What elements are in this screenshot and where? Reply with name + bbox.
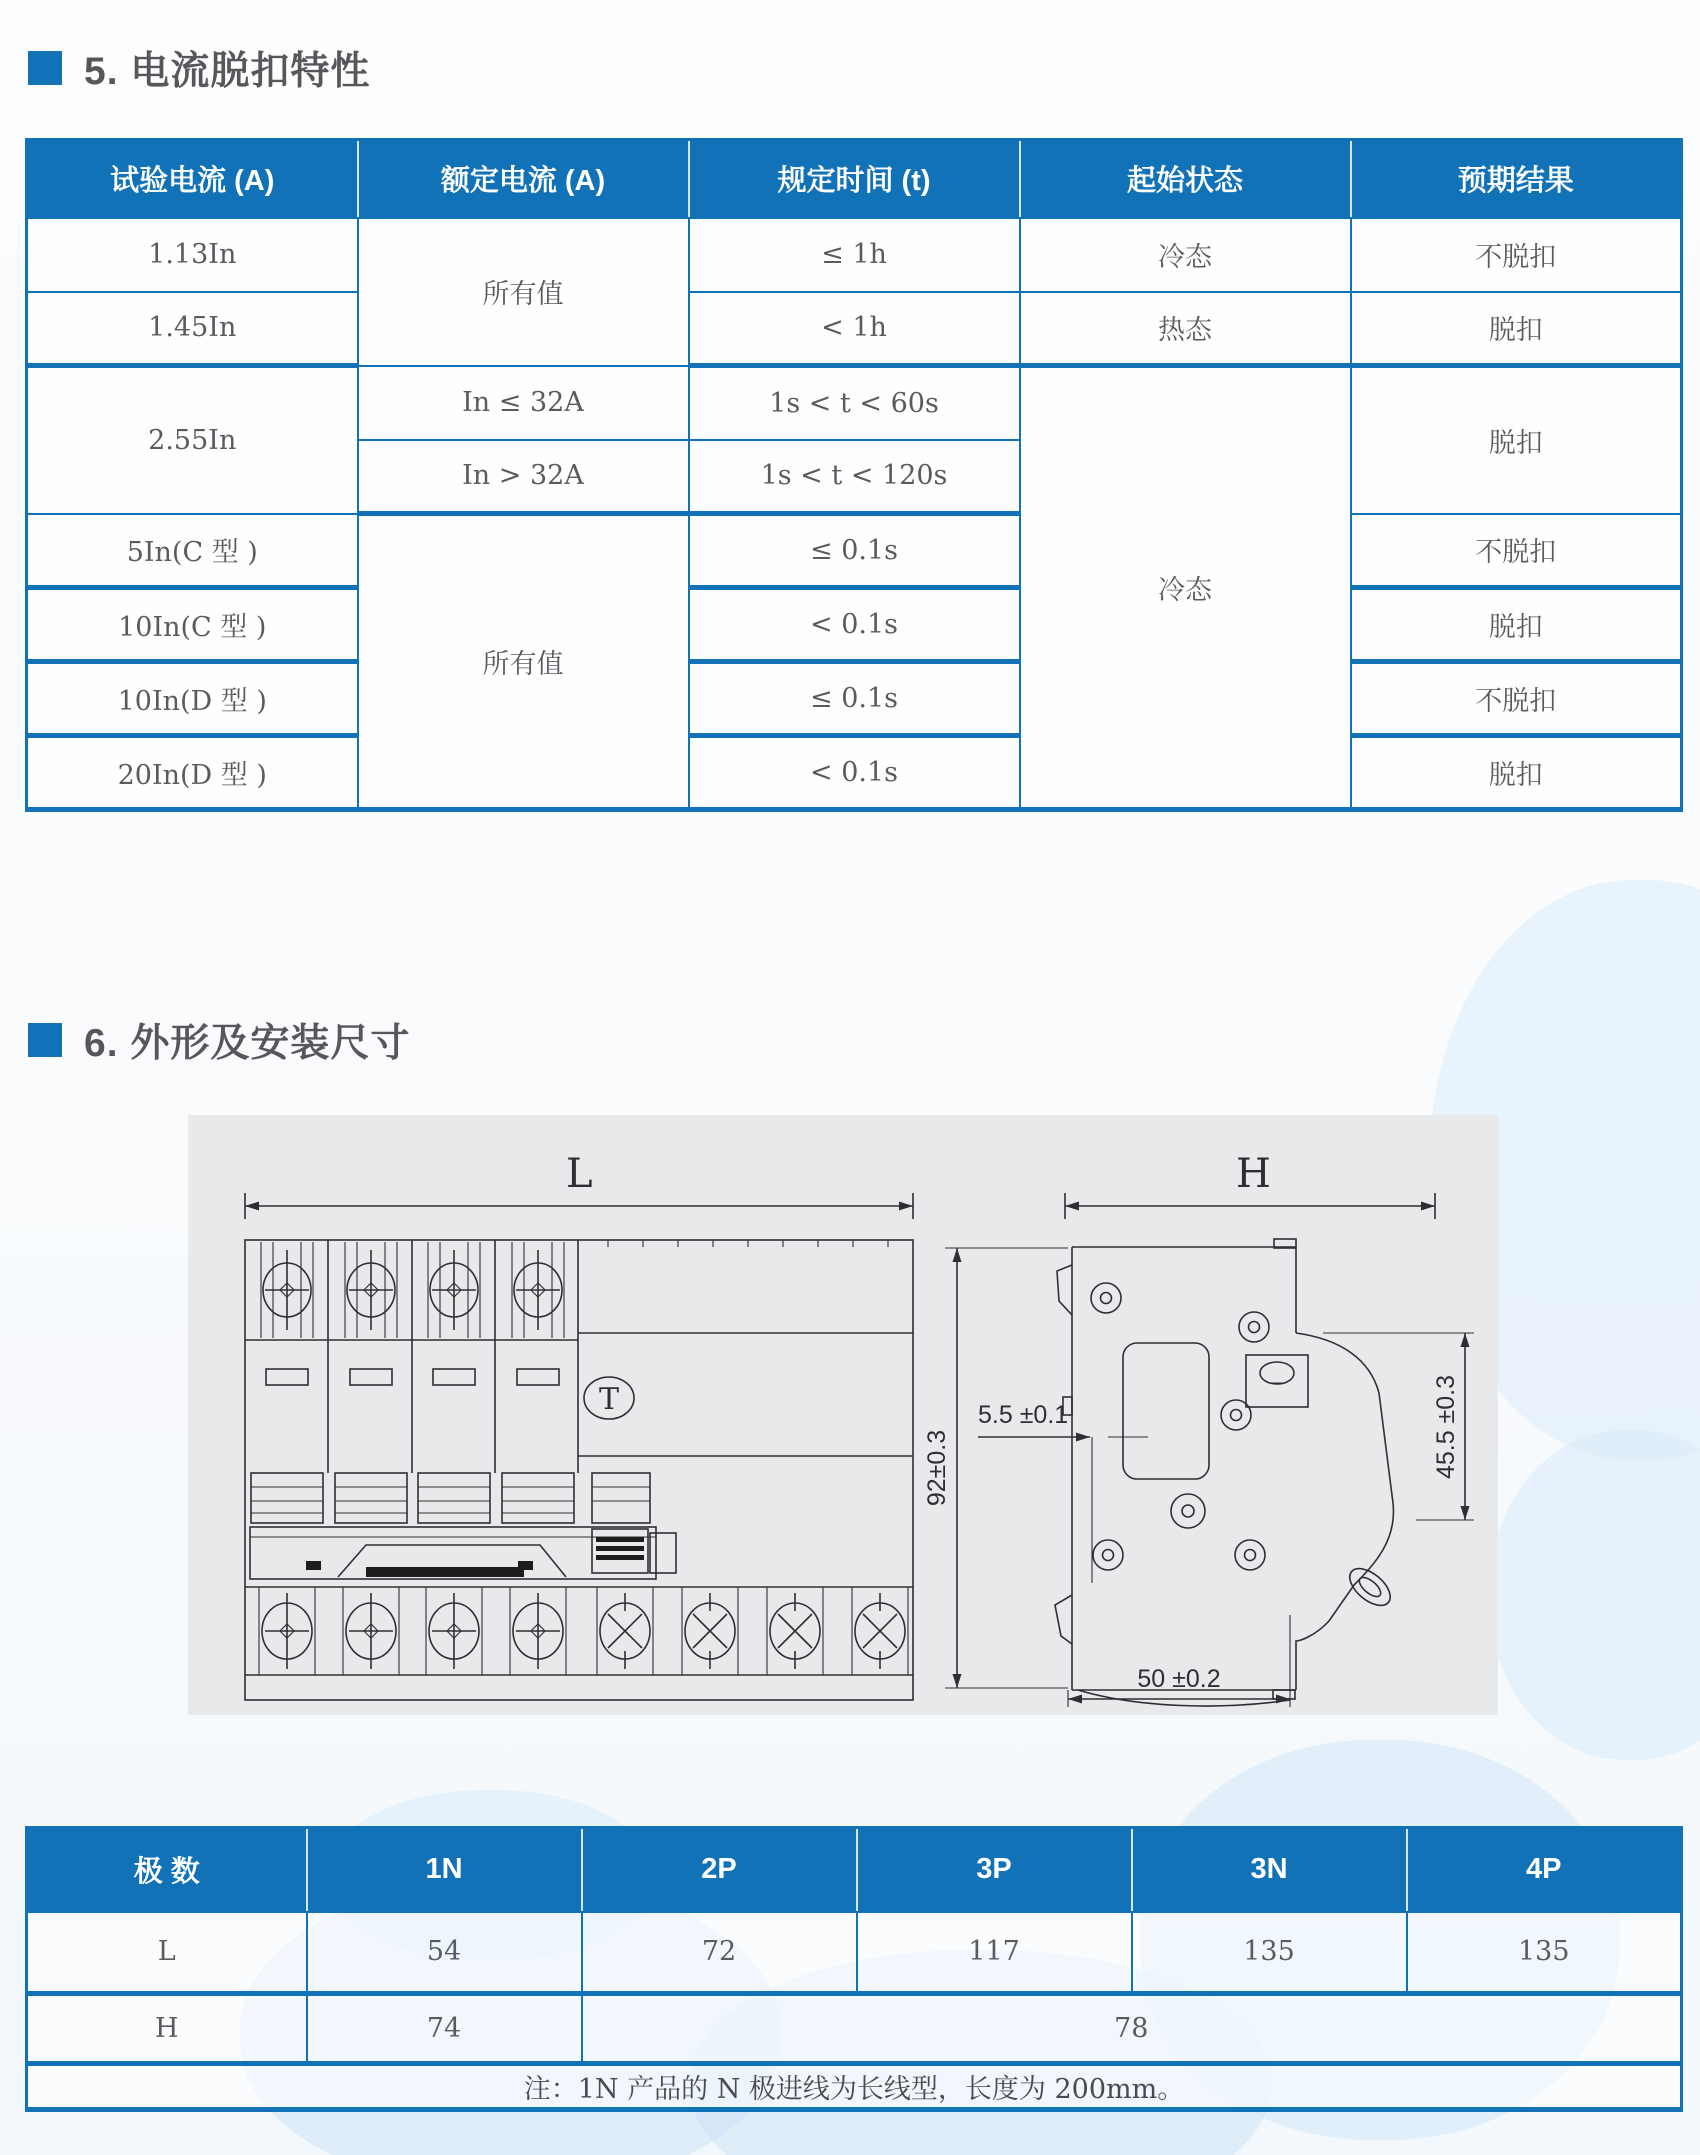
table-cell: ≤ 1h — [689, 218, 1020, 292]
dim-label-45.5: 45.5 ±0.3 — [1432, 1374, 1460, 1480]
table-cell: 1s < t < 60s — [689, 366, 1020, 440]
table-cell: 所有值 — [358, 514, 689, 810]
section6-heading — [28, 1012, 410, 1068]
pole-dimension-table — [25, 1826, 1683, 2112]
table-cell: H — [27, 1994, 307, 2064]
table-cell: 脱扣 — [1351, 736, 1682, 810]
blue-square-bullet-icon — [28, 51, 62, 85]
section6-title: 6. 外形及安装尺寸 — [84, 1022, 411, 1065]
dim-label-5.5: 5.5 ±0.1 — [978, 1401, 1069, 1429]
mid-terminal-blocks — [251, 1473, 650, 1523]
toggle-handle-assembly — [250, 1527, 676, 1579]
dim-label-H: H — [1236, 1151, 1271, 1197]
table-cell: 脱扣 — [1351, 292, 1682, 366]
column-header: 预期结果 — [1351, 140, 1682, 218]
svg-text:T: T — [598, 1382, 620, 1417]
rivet-holes — [1091, 1283, 1269, 1570]
table-cell: < 0.1s — [689, 588, 1020, 662]
table-cell: < 0.1s — [689, 736, 1020, 810]
table-cell: < 1h — [689, 292, 1020, 366]
column-header: 3N — [1132, 1828, 1407, 1912]
table-cell: 10In(D 型 ) — [27, 662, 358, 736]
section5-title: 5. 电流脱扣特性 — [84, 50, 371, 93]
table-note: 注：1N 产品的 N 极进线为长线型，长度为 200mm。 — [27, 2064, 1682, 2110]
table-cell: 1.13In — [27, 218, 358, 292]
dim-label-L: L — [566, 1151, 593, 1197]
column-header: 规定时间 (t) — [689, 140, 1020, 218]
column-header: 额定电流 (A) — [358, 140, 689, 218]
table-cell: 冷态 — [1020, 366, 1351, 810]
table-cell: 不脱扣 — [1351, 514, 1682, 588]
table-cell: 脱扣 — [1351, 366, 1682, 514]
column-header: 极 数 — [27, 1828, 307, 1912]
top-edge-ticks — [608, 1240, 888, 1247]
table-cell: 10In(C 型 ) — [27, 588, 358, 662]
column-header: 4P — [1407, 1828, 1682, 1912]
trip-characteristics-table — [25, 138, 1683, 812]
table-cell: 135 — [1407, 1912, 1682, 1994]
table-cell: 5In(C 型 ) — [27, 514, 358, 588]
front-view-drawing — [245, 1151, 913, 1700]
dim-label-92: 92±0.3 — [923, 1429, 951, 1507]
table-cell: 135 — [1132, 1912, 1407, 1994]
column-header: 2P — [582, 1828, 857, 1912]
table-cell: 2.55In — [27, 366, 358, 514]
column-header: 试验电流 (A) — [27, 140, 358, 218]
test-button-T-mark — [584, 1377, 634, 1419]
table-cell: In ≤ 32A — [358, 366, 689, 440]
table-cell: In > 32A — [358, 440, 689, 514]
table-cell: 74 — [307, 1994, 582, 2064]
table-cell: 72 — [582, 1912, 857, 1994]
blue-square-bullet-icon — [28, 1023, 62, 1057]
dim-label-50: 50 ±0.2 — [1137, 1665, 1221, 1693]
table-cell: 所有值 — [358, 218, 689, 366]
column-header: 3P — [857, 1828, 1132, 1912]
technical-drawing — [188, 1115, 1498, 1715]
table-cell: 54 — [307, 1912, 582, 1994]
table-cell: L — [27, 1912, 307, 1994]
table-cell: 1.45In — [27, 292, 358, 366]
table-cell: 78 — [582, 1994, 1682, 2064]
table-cell: 117 — [857, 1912, 1132, 1994]
table-cell: 不脱扣 — [1351, 218, 1682, 292]
table-cell: 不脱扣 — [1351, 662, 1682, 736]
table-cell: 1s < t < 120s — [689, 440, 1020, 514]
column-header: 起始状态 — [1020, 140, 1351, 218]
side-view-drawing — [923, 1151, 1474, 1707]
watermark-blob — [1490, 1430, 1700, 1760]
section5-heading — [28, 40, 370, 96]
table-cell: 冷态 — [1020, 218, 1351, 292]
table-cell: 20In(D 型 ) — [27, 736, 358, 810]
table-cell: ≤ 0.1s — [689, 662, 1020, 736]
dimension-drawing-panel — [188, 1115, 1498, 1715]
table-cell: 脱扣 — [1351, 588, 1682, 662]
table-cell: ≤ 0.1s — [689, 514, 1020, 588]
din-latch-hook — [1343, 1562, 1396, 1613]
table-cell: 热态 — [1020, 292, 1351, 366]
bottom-terminal-screws — [259, 1587, 908, 1675]
column-header: 1N — [307, 1828, 582, 1912]
